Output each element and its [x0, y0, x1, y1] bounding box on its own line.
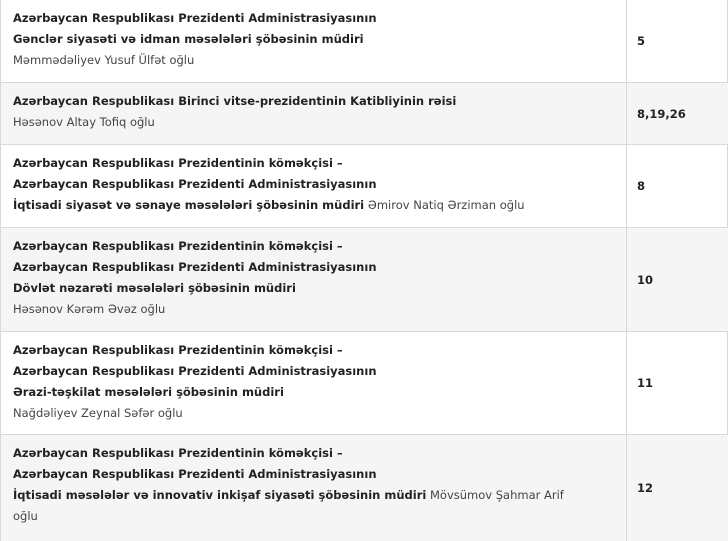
- position-title-line: Azərbaycan Respublikası Prezidenti Administrasiyasının: [13, 467, 377, 481]
- position-title-line: Azərbaycan Respublikası Prezidentinin köməkçisi –: [13, 239, 343, 253]
- reference-number: 8: [637, 179, 646, 193]
- position-title-line: İqtisadi siyasət və sənaye məsələləri şöbəsinin müdiri: [13, 198, 365, 212]
- position-title-line: Gənclər siyasəti və idman məsələləri şöbəsinin müdiri: [13, 32, 364, 46]
- number-cell: [627, 332, 728, 434]
- table-row: [1, 228, 728, 332]
- official-name: Həsənov Kərəm Əvəz oğlu: [13, 302, 166, 316]
- table-row: [1, 83, 728, 145]
- number-cell: [627, 0, 728, 82]
- position-cell: [1, 0, 627, 82]
- table-row: [1, 0, 728, 83]
- position-title-line: Azərbaycan Respublikası Prezidenti Administrasiyasının: [13, 364, 377, 378]
- position-cell: [1, 332, 627, 434]
- position-cell: [1, 435, 627, 541]
- position-cell: [1, 145, 627, 227]
- official-name: Məmmədəliyev Yusuf Ülfət oğlu: [13, 53, 195, 67]
- official-name-continued: oğlu: [13, 509, 38, 523]
- position-title-line: Azərbaycan Respublikası Prezidentinin köməkçisi –: [13, 156, 343, 170]
- table-row: [1, 435, 728, 541]
- position-title-line: Ərazi-təşkilat məsələləri şöbəsinin müdiri: [13, 385, 284, 399]
- position-title-line: Azərbaycan Respublikası Prezidentinin köməkçisi –: [13, 446, 343, 460]
- position-title-line: Azərbaycan Respublikası Prezidenti Administrasiyasının: [13, 260, 377, 274]
- official-name: Həsənov Altay Tofiq oğlu: [13, 115, 155, 129]
- reference-number: 5: [637, 34, 646, 48]
- official-name: Əmirov Natiq Ərziman oğlu: [367, 198, 525, 212]
- reference-number: 8,19,26: [637, 106, 686, 121]
- position-title-line: Azərbaycan Respublikası Prezidentinin köməkçisi –: [13, 343, 343, 357]
- number-cell: [627, 435, 728, 541]
- position-cell: [1, 83, 627, 144]
- number-cell: [627, 83, 728, 144]
- position-title-line: Azərbaycan Respublikası Birinci vitse-prezidentinin Katibliyinin rəisi: [13, 94, 457, 108]
- position-title-line: Azərbaycan Respublikası Prezidenti Administrasiyasının: [13, 11, 377, 25]
- position-cell: [1, 228, 627, 331]
- number-cell: [627, 145, 728, 227]
- position-title-line: İqtisadi məsələlər və innovativ inkişaf siyasəti şöbəsinin müdiri: [13, 488, 427, 502]
- official-name: Mövsümov Şahmar Arif: [430, 488, 564, 502]
- position-title-line: Dövlət nəzarəti məsələləri şöbəsinin müdiri: [13, 281, 296, 295]
- reference-number: 11: [637, 376, 654, 390]
- table-row: [1, 145, 728, 228]
- reference-number: 12: [637, 481, 654, 495]
- table-row: [1, 332, 728, 435]
- reference-number: 10: [637, 272, 654, 287]
- position-title-line: Azərbaycan Respublikası Prezidenti Administrasiyasının: [13, 177, 377, 191]
- number-cell: [627, 228, 728, 331]
- official-name: Nağdəliyev Zeynal Səfər oğlu: [13, 406, 183, 420]
